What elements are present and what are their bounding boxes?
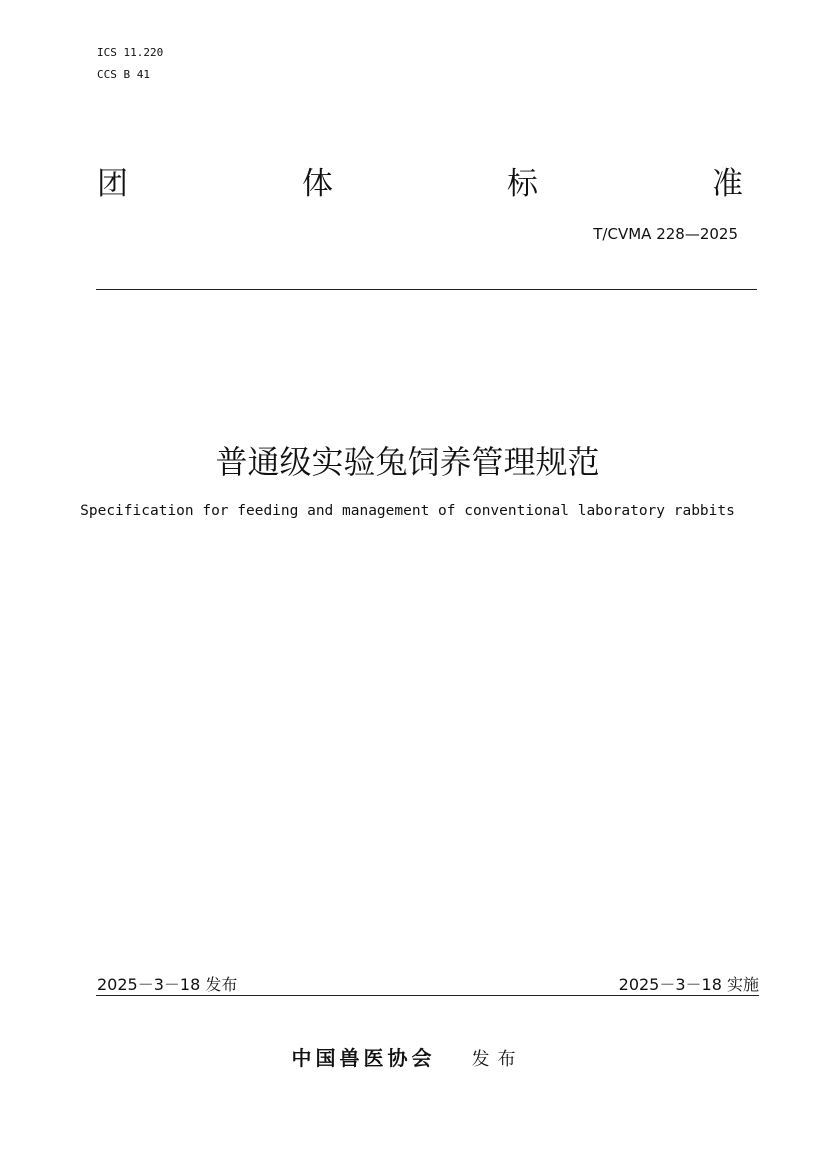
document-title-chinese: 普通级实验兔饲养管理规范 bbox=[215, 443, 600, 481]
classification-codes bbox=[97, 42, 163, 86]
standard-number: T/CVMA 228—2025 bbox=[593, 225, 738, 243]
publish-date: 2025－3－18 发布 bbox=[97, 975, 238, 994]
bottom-divider bbox=[96, 995, 759, 996]
issuer-line bbox=[0, 1045, 815, 1073]
standard-type-heading bbox=[97, 160, 743, 200]
issuing-organization: 中国兽医协会 bbox=[291, 1046, 436, 1070]
ics-code: ICS 11.220 bbox=[97, 46, 164, 59]
standard-type-char: 团 bbox=[97, 165, 128, 202]
top-divider bbox=[96, 289, 757, 290]
issue-action: 发布 bbox=[471, 1049, 524, 1070]
standard-type-char: 准 bbox=[712, 165, 743, 202]
ccs-code: CCS B 41 bbox=[97, 68, 150, 81]
standard-type-char: 体 bbox=[302, 165, 333, 202]
document-title-english: Specification for feeding and management of conventional laboratory rabbits bbox=[80, 503, 735, 519]
implementation-date: 2025－3－18 实施 bbox=[618, 975, 759, 994]
standard-type-char: 标 bbox=[507, 165, 538, 202]
